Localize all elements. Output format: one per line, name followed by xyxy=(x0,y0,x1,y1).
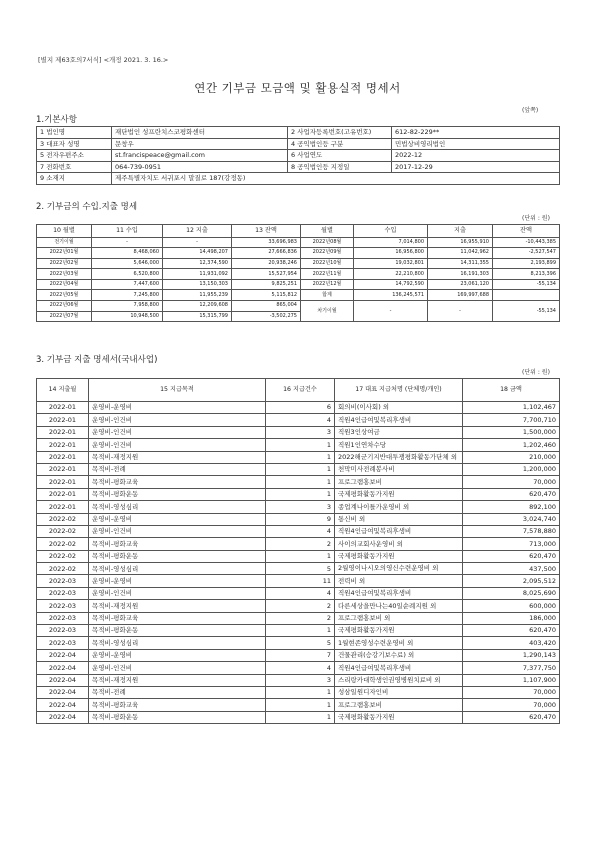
purpose-cell: 운영비-인건비 xyxy=(89,525,266,537)
month-cell: 2022-04 xyxy=(37,649,89,661)
month-cell: 2022년10월 xyxy=(301,258,354,269)
payee-cell: 프로그램홍보비 xyxy=(335,476,463,488)
purpose-cell: 목적비-평화교육 xyxy=(89,538,266,550)
section-expense-heading: 3. 기부금 지출 명세서(국내사업) xyxy=(36,355,158,365)
purpose-cell: 목적비-평화교육 xyxy=(89,612,266,624)
month-cell: 2022-02 xyxy=(37,550,89,562)
amount-cell: 19,032,801 xyxy=(354,258,428,269)
amount-cell: - xyxy=(354,301,428,322)
purpose-cell: 목적비-평화교육 xyxy=(89,699,266,711)
basic-info-row xyxy=(37,138,560,150)
count-cell: 3 xyxy=(266,426,335,438)
amount-cell: 8,025,690 xyxy=(463,587,560,599)
expense-row xyxy=(37,501,560,513)
amount-cell: - xyxy=(428,301,493,322)
expense-row xyxy=(37,563,560,575)
amount-cell: 7,447,600 xyxy=(92,279,163,290)
amount-cell: 2,193,899 xyxy=(493,258,560,269)
income-row xyxy=(37,290,560,301)
amount-cell: 11,042,962 xyxy=(428,248,493,259)
count-cell: 1 xyxy=(266,686,335,698)
amount-cell: 70,000 xyxy=(463,476,560,488)
payee-cell: 직원4인급여및복리후생비 xyxy=(335,587,463,599)
column-header: 13 잔액 xyxy=(232,225,301,238)
page-title: 연간 기부금 모금액 및 활용실적 명세서 xyxy=(194,81,401,95)
count-cell: 1 xyxy=(266,711,335,723)
amount-cell: 27,666,836 xyxy=(232,248,301,259)
purpose-cell: 목적비-전례 xyxy=(89,463,266,475)
month-cell: 2022년01월 xyxy=(37,248,92,259)
amount-cell: 8,468,060 xyxy=(92,248,163,259)
month-cell: 2022-04 xyxy=(37,674,89,686)
purpose-cell: 목적비-영성심리 xyxy=(89,501,266,513)
month-cell: 2022-03 xyxy=(37,637,89,649)
payee-cell: 직원4인급여및복리후생비 xyxy=(335,414,463,426)
month-cell: 2022-01 xyxy=(37,488,89,500)
month-cell: 2022-04 xyxy=(37,711,89,723)
amount-cell: 1,500,000 xyxy=(463,426,560,438)
column-header: 15 지급목적 xyxy=(89,379,266,402)
amount-cell: -2,527,547 xyxy=(493,248,560,259)
income-expense-table xyxy=(36,224,560,322)
amount-cell: 169,997,688 xyxy=(428,290,493,301)
purpose-cell: 목적비-평화운동 xyxy=(89,488,266,500)
purpose-cell: 목적비-재정지원 xyxy=(89,451,266,463)
payee-cell: 국제평화활동가지원 xyxy=(335,550,463,562)
payee-cell: 스리랑카대학생인권영병원치료비 외 xyxy=(335,674,463,686)
count-cell: 4 xyxy=(266,525,335,537)
month-cell: 2022년05월 xyxy=(37,290,92,301)
payee-cell: 직원4인급여및복리후생비 xyxy=(335,525,463,537)
count-cell: 2 xyxy=(266,612,335,624)
income-row xyxy=(37,237,560,248)
month-cell: 2022년12월 xyxy=(301,279,354,290)
amount-cell: 5,115,812 xyxy=(232,290,301,301)
month-cell: 2022년04월 xyxy=(37,279,92,290)
purpose-cell: 목적비-평화운동 xyxy=(89,550,266,562)
payee-cell: 통신비 외 xyxy=(335,513,463,525)
month-cell: 2022-03 xyxy=(37,587,89,599)
purpose-cell: 운영비-운영비 xyxy=(89,649,266,661)
month-cell: 2022-01 xyxy=(37,463,89,475)
month-cell: 2022-04 xyxy=(37,699,89,711)
column-header: 14 지출월 xyxy=(37,379,89,402)
purpose-cell: 운영비-인건비 xyxy=(89,662,266,674)
amount-cell: 7,014,800 xyxy=(354,237,428,248)
expense-row xyxy=(37,674,560,686)
column-header: 잔액 xyxy=(493,225,560,238)
amount-cell xyxy=(493,290,560,301)
amount-cell: 23,061,120 xyxy=(428,279,493,290)
amount-cell: 620,470 xyxy=(463,488,560,500)
expense-row xyxy=(37,662,560,674)
count-cell: 1 xyxy=(266,451,335,463)
month-cell: 2022-04 xyxy=(37,686,89,698)
amount-cell: 7,377,750 xyxy=(463,662,560,674)
amount-cell: -3,502,275 xyxy=(232,311,301,322)
amount-cell: 620,470 xyxy=(463,550,560,562)
page-side-label: (앞쪽) xyxy=(522,107,539,114)
expense-row xyxy=(37,550,560,562)
amount-cell: 7,700,710 xyxy=(463,414,560,426)
amount-cell: 136,245,571 xyxy=(354,290,428,301)
amount-cell: 22,210,800 xyxy=(354,269,428,280)
amount-cell: 1,102,467 xyxy=(463,402,560,414)
count-cell: 4 xyxy=(266,414,335,426)
count-cell: 2 xyxy=(266,538,335,550)
count-cell: 6 xyxy=(266,402,335,414)
count-cell: 2 xyxy=(266,600,335,612)
amount-cell: 6,520,800 xyxy=(92,269,163,280)
payee-cell: 회의비(이사회) 외 xyxy=(335,402,463,414)
count-cell: 3 xyxy=(266,674,335,686)
purpose-cell: 운영비-운영비 xyxy=(89,513,266,525)
column-header: 월별 xyxy=(301,225,354,238)
count-cell: 1 xyxy=(266,476,335,488)
amount-cell: - xyxy=(163,237,232,248)
month-cell: 2022-01 xyxy=(37,402,89,414)
payee-cell: 1월현존영성수련운영비 외 xyxy=(335,637,463,649)
expense-row xyxy=(37,426,560,438)
count-cell: 1 xyxy=(266,625,335,637)
amount-cell: 1,202,460 xyxy=(463,439,560,451)
income-header-row xyxy=(37,225,560,238)
payee-cell: 프로그램홍보비 외 xyxy=(335,612,463,624)
amount-cell: 14,311,355 xyxy=(428,258,493,269)
expense-row xyxy=(37,711,560,723)
income-row xyxy=(37,258,560,269)
amount-cell: 16,955,910 xyxy=(428,237,493,248)
amount-cell: 12,374,590 xyxy=(163,258,232,269)
amount-cell: 1,200,000 xyxy=(463,463,560,475)
purpose-cell: 운영비-인건비 xyxy=(89,426,266,438)
field-value: 민법상비영리법인 xyxy=(392,138,560,150)
basic-info-row xyxy=(37,161,560,173)
section-basic-heading: 1.기본사항 xyxy=(36,115,77,125)
amount-cell: 70,000 xyxy=(463,699,560,711)
count-cell: 5 xyxy=(266,563,335,575)
payee-cell: 전력비 외 xyxy=(335,575,463,587)
amount-cell: 1,290,143 xyxy=(463,649,560,661)
amount-cell: 14,792,590 xyxy=(354,279,428,290)
count-cell: 1 xyxy=(266,463,335,475)
month-cell: 2022-03 xyxy=(37,600,89,612)
amount-cell: 20,938,246 xyxy=(232,258,301,269)
amount-cell: 600,000 xyxy=(463,600,560,612)
month-cell: 2022-03 xyxy=(37,575,89,587)
expense-row xyxy=(37,625,560,637)
expense-row xyxy=(37,439,560,451)
expense-row xyxy=(37,637,560,649)
count-cell: 1 xyxy=(266,550,335,562)
amount-cell: - xyxy=(92,237,163,248)
expense-row xyxy=(37,587,560,599)
amount-cell: 892,100 xyxy=(463,501,560,513)
month-cell: 2022-03 xyxy=(37,625,89,637)
column-header: 11 수입 xyxy=(92,225,163,238)
purpose-cell: 운영비-인건비 xyxy=(89,414,266,426)
month-cell: 2022-02 xyxy=(37,563,89,575)
count-cell: 1 xyxy=(266,699,335,711)
income-row xyxy=(37,269,560,280)
field-label: 1 법인명 xyxy=(37,127,112,139)
amount-cell: 12,209,608 xyxy=(163,301,232,312)
amount-cell: 865,004 xyxy=(232,301,301,312)
payee-cell: 국제평화활동가지원 xyxy=(335,625,463,637)
purpose-cell: 목적비-영성심리 xyxy=(89,637,266,649)
column-header: 수입 xyxy=(354,225,428,238)
amount-cell: 14,498,207 xyxy=(163,248,232,259)
payee-cell: 종업계나이틀가운영비 외 xyxy=(335,501,463,513)
amount-cell: 7,958,800 xyxy=(92,301,163,312)
income-row xyxy=(37,301,560,312)
expense-unit-label: (단위 : 원) xyxy=(522,369,550,376)
payee-cell: 천막미사전례봉사비 xyxy=(335,463,463,475)
amount-cell: 70,000 xyxy=(463,686,560,698)
payee-cell: 2월영이나시오의영신수련운영비 외 xyxy=(335,563,463,575)
count-cell: 4 xyxy=(266,662,335,674)
count-cell: 9 xyxy=(266,513,335,525)
expense-row xyxy=(37,699,560,711)
count-cell: 4 xyxy=(266,587,335,599)
month-cell: 차기이월 xyxy=(301,301,354,322)
month-cell: 2022-02 xyxy=(37,525,89,537)
count-cell: 1 xyxy=(266,488,335,500)
payee-cell: 직원3인상여금 xyxy=(335,426,463,438)
amount-cell: 10,948,500 xyxy=(92,311,163,322)
amount-cell: 9,825,251 xyxy=(232,279,301,290)
basic-info-row xyxy=(37,173,560,185)
expense-row xyxy=(37,488,560,500)
month-cell: 2022년02월 xyxy=(37,258,92,269)
column-header: 16 지급건수 xyxy=(266,379,335,402)
expense-row xyxy=(37,525,560,537)
month-cell: 2022-01 xyxy=(37,439,89,451)
purpose-cell: 목적비-평화운동 xyxy=(89,711,266,723)
month-cell: 2022년07월 xyxy=(37,311,92,322)
payee-cell: 국제평화활동가지원 xyxy=(335,711,463,723)
purpose-cell: 운영비-운영비 xyxy=(89,402,266,414)
column-header: 17 대표 지급처명 (단체명/개인) xyxy=(335,379,463,402)
count-cell: 11 xyxy=(266,575,335,587)
basic-info-row xyxy=(37,150,560,162)
month-cell: 2022-02 xyxy=(37,538,89,550)
month-cell: 2022년03월 xyxy=(37,269,92,280)
payee-cell: 2022해군기지반대투쟁평화활동가단체 외 xyxy=(335,451,463,463)
field-value: 제주특별자치도 서귀포시 말질로 187(강정동) xyxy=(112,173,560,185)
amount-cell: 713,000 xyxy=(463,538,560,550)
field-label: 5 전자우편주소 xyxy=(37,150,112,162)
purpose-cell: 목적비-평화교육 xyxy=(89,476,266,488)
purpose-cell: 목적비-영성심리 xyxy=(89,563,266,575)
field-value: 2022-12 xyxy=(392,150,560,162)
amount-cell: 620,470 xyxy=(463,625,560,637)
amount-cell: 2,095,512 xyxy=(463,575,560,587)
month-cell: 2022-03 xyxy=(37,612,89,624)
field-label: 6 사업연도 xyxy=(288,150,392,162)
purpose-cell: 목적비-전례 xyxy=(89,686,266,698)
expense-detail-table xyxy=(36,378,560,724)
field-label: 4 공익법인등 구분 xyxy=(288,138,392,150)
field-label: 7 전화번호 xyxy=(37,161,112,173)
field-value: 재단법인 성프란치스코평화센터 xyxy=(112,127,288,139)
section-income-heading: 2. 기부금의 수입.지출 명세 xyxy=(36,202,138,212)
month-cell: 2022-01 xyxy=(37,476,89,488)
expense-row xyxy=(37,575,560,587)
month-cell: 2022-01 xyxy=(37,501,89,513)
expense-row xyxy=(37,649,560,661)
expense-row xyxy=(37,600,560,612)
amount-cell: 16,191,303 xyxy=(428,269,493,280)
amount-cell: -55,134 xyxy=(493,279,560,290)
expense-row xyxy=(37,513,560,525)
amount-cell: 5,646,000 xyxy=(92,258,163,269)
month-cell: 2022-02 xyxy=(37,513,89,525)
purpose-cell: 운영비-운영비 xyxy=(89,575,266,587)
field-value: 064-739-0951 xyxy=(112,161,288,173)
purpose-cell: 운영비-인건비 xyxy=(89,587,266,599)
amount-cell: 210,000 xyxy=(463,451,560,463)
expense-row xyxy=(37,476,560,488)
count-cell: 1 xyxy=(266,439,335,451)
payee-cell: 성삼일원디자인비 xyxy=(335,686,463,698)
field-label: 8 공익법인등 지정일 xyxy=(288,161,392,173)
month-cell: 2022-04 xyxy=(37,662,89,674)
month-cell: 2022년06월 xyxy=(37,301,92,312)
purpose-cell: 목적비-재정지원 xyxy=(89,674,266,686)
count-cell: 5 xyxy=(266,637,335,649)
amount-cell: 7,578,880 xyxy=(463,525,560,537)
column-header: 18 금액 xyxy=(463,379,560,402)
payee-cell: 다른세상을만나는40일순례지원 외 xyxy=(335,600,463,612)
amount-cell: 620,470 xyxy=(463,711,560,723)
field-label: 3 대표자 성명 xyxy=(37,138,112,150)
column-header: 10 월별 xyxy=(37,225,92,238)
amount-cell: 15,527,954 xyxy=(232,269,301,280)
month-cell: 2022-01 xyxy=(37,451,89,463)
count-cell: 7 xyxy=(266,649,335,661)
month-cell: 전기이월 xyxy=(37,237,92,248)
field-value: st.francispeace@gmail.com xyxy=(112,150,288,162)
field-value: 612-82-229** xyxy=(392,127,560,139)
amount-cell: 33,696,983 xyxy=(232,237,301,248)
field-label: 9 소재지 xyxy=(37,173,112,185)
form-number: [별지 제63호의7서식] <개정 2021. 3. 16.> xyxy=(38,56,169,64)
income-unit-label: (단위 : 원) xyxy=(522,215,550,222)
payee-cell: 사이의교회사운영비 외 xyxy=(335,538,463,550)
column-header: 지출 xyxy=(428,225,493,238)
field-value: 문창우 xyxy=(112,138,288,150)
basic-info-row xyxy=(37,127,560,139)
month-cell: 2022년09월 xyxy=(301,248,354,259)
payee-cell: 직원1인연차수당 xyxy=(335,439,463,451)
field-value: 2017-12-29 xyxy=(392,161,560,173)
amount-cell: 3,024,740 xyxy=(463,513,560,525)
column-header: 12 지출 xyxy=(163,225,232,238)
payee-cell: 국제평화활동가지원 xyxy=(335,488,463,500)
month-cell: 2022년08월 xyxy=(301,237,354,248)
income-row xyxy=(37,248,560,259)
count-cell: 3 xyxy=(266,501,335,513)
month-cell: 2022년11월 xyxy=(301,269,354,280)
amount-cell: 8,213,396 xyxy=(493,269,560,280)
expense-row xyxy=(37,612,560,624)
amount-cell: -10,443,385 xyxy=(493,237,560,248)
expense-row xyxy=(37,402,560,414)
expense-row xyxy=(37,451,560,463)
amount-cell: 16,956,800 xyxy=(354,248,428,259)
month-cell: 2022-01 xyxy=(37,426,89,438)
month-cell: 2022-01 xyxy=(37,414,89,426)
amount-cell: 13,150,303 xyxy=(163,279,232,290)
amount-cell: 15,315,799 xyxy=(163,311,232,322)
expense-row xyxy=(37,686,560,698)
amount-cell: 11,955,239 xyxy=(163,290,232,301)
payee-cell: 건물관리(승강기보수료) 외 xyxy=(335,649,463,661)
income-row xyxy=(37,279,560,290)
payee-cell: 프로그램홍보비 xyxy=(335,699,463,711)
expense-row xyxy=(37,463,560,475)
amount-cell: 403,420 xyxy=(463,637,560,649)
expense-header-row xyxy=(37,379,560,402)
amount-cell: 11,931,092 xyxy=(163,269,232,280)
field-label: 2 사업자등록번호(고유번호) xyxy=(288,127,392,139)
basic-info-table xyxy=(36,126,560,185)
expense-row xyxy=(37,538,560,550)
payee-cell: 직원4인급여및복리후생비 xyxy=(335,662,463,674)
amount-cell: -55,134 xyxy=(493,301,560,322)
expense-row xyxy=(37,414,560,426)
amount-cell: 186,000 xyxy=(463,612,560,624)
purpose-cell: 목적비-평화운동 xyxy=(89,625,266,637)
amount-cell: 1,107,900 xyxy=(463,674,560,686)
amount-cell: 7,245,800 xyxy=(92,290,163,301)
amount-cell: 437,500 xyxy=(463,563,560,575)
purpose-cell: 목적비-재정지원 xyxy=(89,600,266,612)
month-cell: 합계 xyxy=(301,290,354,301)
purpose-cell: 운영비-인건비 xyxy=(89,439,266,451)
